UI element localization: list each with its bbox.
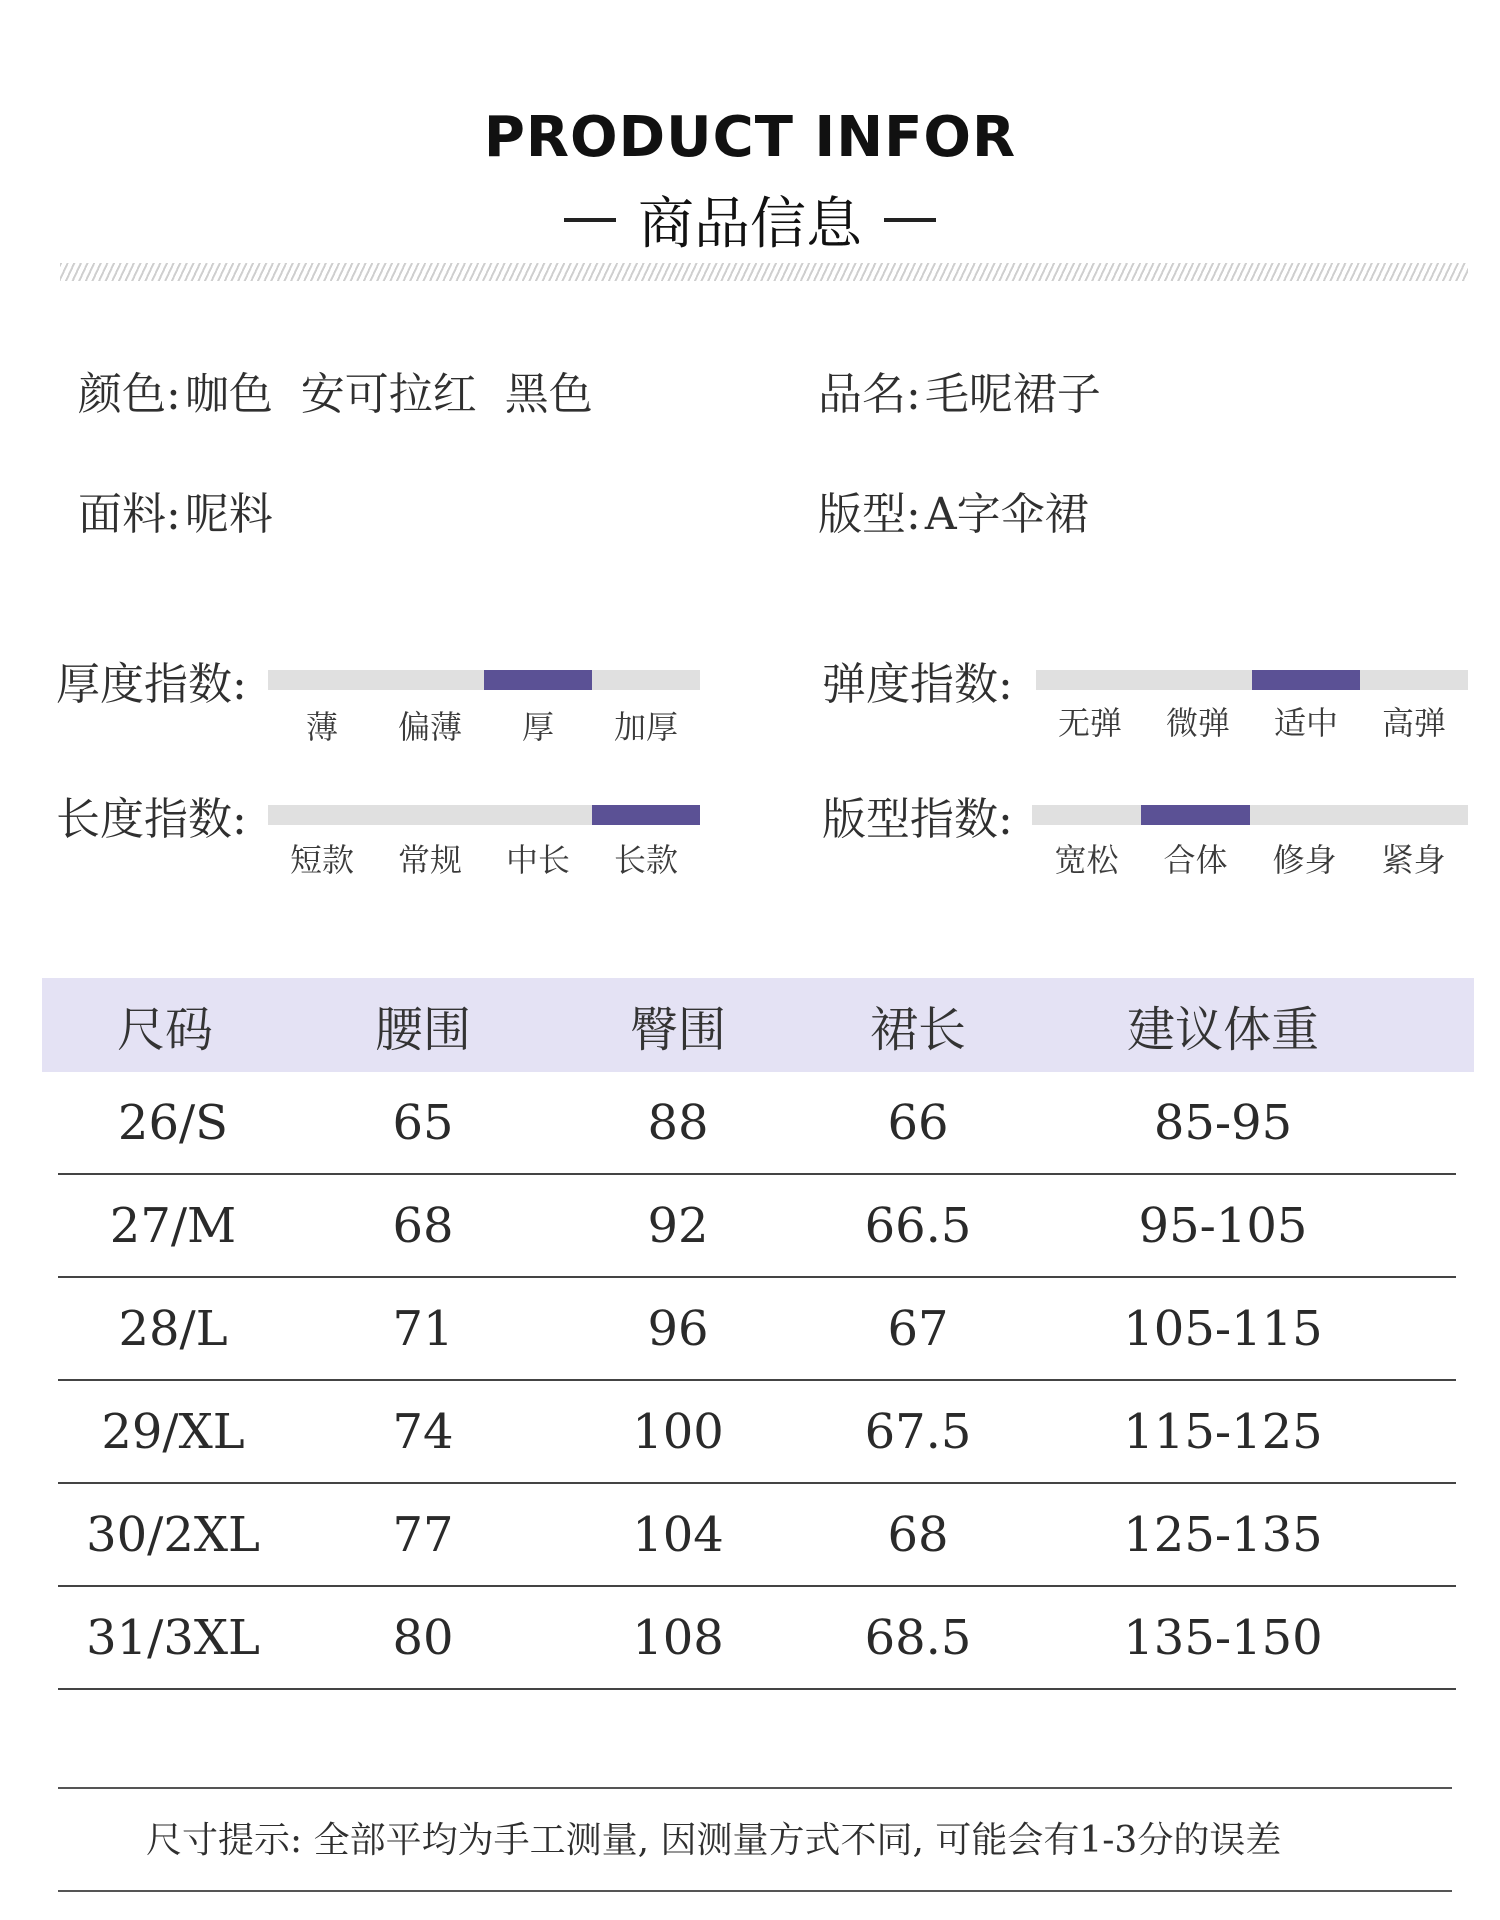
cell-waist: 65 xyxy=(392,1094,454,1151)
length-option: 长款 xyxy=(613,841,678,879)
info-fabric-value: 呢料 xyxy=(184,489,273,540)
fit-option: 合体 xyxy=(1163,841,1228,879)
length-index-fill xyxy=(592,805,700,825)
cell-length: 66.5 xyxy=(864,1197,972,1254)
elasticity-index-fill xyxy=(1252,670,1360,690)
title-dash-left xyxy=(564,218,616,222)
thickness-option: 偏薄 xyxy=(397,708,462,746)
elasticity-index-track xyxy=(1036,670,1468,690)
info-color xyxy=(78,358,593,422)
thickness-option: 薄 xyxy=(305,708,338,746)
info-name-value: 毛呢裙子 xyxy=(924,369,1101,420)
info-fabric-label: 面料: xyxy=(78,489,181,540)
elasticity-option: 适中 xyxy=(1273,704,1338,742)
cell-hip: 96 xyxy=(647,1300,709,1357)
note-divider-top xyxy=(58,1787,1452,1789)
info-fit-label: 版型: xyxy=(818,489,921,540)
cell-size: 31/3XL xyxy=(86,1609,260,1666)
header-length: 裙长 xyxy=(869,1001,966,1058)
size-table xyxy=(42,978,1474,1690)
cell-hip: 88 xyxy=(647,1094,709,1151)
cell-hip: 104 xyxy=(632,1506,724,1563)
info-fit-value: A字伞裙 xyxy=(924,489,1089,540)
fit-index-fill xyxy=(1141,805,1250,825)
cell-length: 68 xyxy=(887,1506,949,1563)
cell-size: 26/S xyxy=(117,1094,229,1151)
cell-length: 66 xyxy=(887,1094,949,1151)
table-row xyxy=(58,1278,1456,1381)
elasticity-option: 微弹 xyxy=(1165,704,1230,742)
table-row xyxy=(58,1175,1456,1278)
cell-waist: 71 xyxy=(392,1300,454,1357)
header-hip: 臀围 xyxy=(629,1001,726,1058)
cell-hip: 100 xyxy=(632,1403,724,1460)
title-english: PRODUCT INFOR xyxy=(483,105,1017,170)
cell-hip: 108 xyxy=(632,1609,724,1666)
elasticity-option: 无弹 xyxy=(1057,704,1122,742)
title-dash-right xyxy=(884,218,936,222)
hatched-divider xyxy=(60,263,1468,281)
cell-weight: 105-115 xyxy=(1123,1300,1323,1357)
info-name-label: 品名: xyxy=(818,369,921,420)
cell-weight: 85-95 xyxy=(1153,1094,1293,1151)
note-divider-bottom xyxy=(58,1890,1452,1892)
cell-waist: 74 xyxy=(392,1403,454,1460)
cell-size: 30/2XL xyxy=(86,1506,260,1563)
cell-length: 68.5 xyxy=(864,1609,972,1666)
length-index-track xyxy=(268,805,700,825)
title-chinese: 商品信息 xyxy=(638,192,862,257)
table-row xyxy=(58,1484,1456,1587)
thickness-option: 加厚 xyxy=(613,708,678,746)
length-option: 短款 xyxy=(289,841,354,879)
title-chinese-row xyxy=(0,180,1500,260)
fit-index-options xyxy=(1032,835,1468,881)
header-weight: 建议体重 xyxy=(1126,1001,1319,1058)
cell-size: 28/L xyxy=(118,1300,228,1357)
thickness-index-options xyxy=(268,702,700,748)
cell-size: 27/M xyxy=(109,1197,237,1254)
info-color-label: 颜色: xyxy=(78,369,181,420)
table-row xyxy=(58,1072,1456,1175)
info-fit xyxy=(818,478,1089,542)
cell-waist: 77 xyxy=(392,1506,454,1563)
length-option: 中长 xyxy=(505,841,570,879)
elasticity-option: 高弹 xyxy=(1381,704,1446,742)
table-row xyxy=(58,1587,1456,1690)
length-index-options xyxy=(268,835,700,881)
fit-option: 宽松 xyxy=(1054,841,1119,879)
size-table-header xyxy=(42,978,1474,1072)
length-option: 常规 xyxy=(397,841,462,879)
info-name xyxy=(818,358,1101,422)
info-color-value: 咖色 安可拉红 黑色 xyxy=(184,369,593,420)
fit-index-track xyxy=(1032,805,1468,825)
fit-option: 紧身 xyxy=(1381,841,1446,879)
info-fabric xyxy=(78,478,273,542)
cell-length: 67 xyxy=(887,1300,949,1357)
thickness-index-track xyxy=(268,670,700,690)
fit-index-label: 版型指数: xyxy=(822,794,1013,845)
cell-size: 29/XL xyxy=(101,1403,245,1460)
cell-waist: 68 xyxy=(392,1197,454,1254)
thickness-index-fill xyxy=(484,670,592,690)
cell-length: 67.5 xyxy=(864,1403,972,1460)
header-waist: 腰围 xyxy=(374,1001,471,1058)
header-size: 尺码 xyxy=(116,1001,213,1058)
cell-weight: 115-125 xyxy=(1123,1403,1323,1460)
cell-weight: 125-135 xyxy=(1123,1506,1323,1563)
fit-option: 修身 xyxy=(1272,841,1337,879)
thickness-index-label: 厚度指数: xyxy=(56,659,247,710)
cell-waist: 80 xyxy=(392,1609,454,1666)
elasticity-index-label: 弹度指数: xyxy=(822,659,1013,710)
cell-weight: 95-105 xyxy=(1138,1197,1308,1254)
thickness-option: 厚 xyxy=(521,708,554,746)
length-index-label: 长度指数: xyxy=(56,794,247,845)
cell-weight: 135-150 xyxy=(1123,1609,1323,1666)
table-row xyxy=(58,1381,1456,1484)
size-note: 尺寸提示: 全部平均为手工测量, 因测量方式不同, 可能会有1-3分的误差 xyxy=(146,1820,1282,1861)
cell-hip: 92 xyxy=(647,1197,709,1254)
elasticity-index-options xyxy=(1036,698,1468,744)
